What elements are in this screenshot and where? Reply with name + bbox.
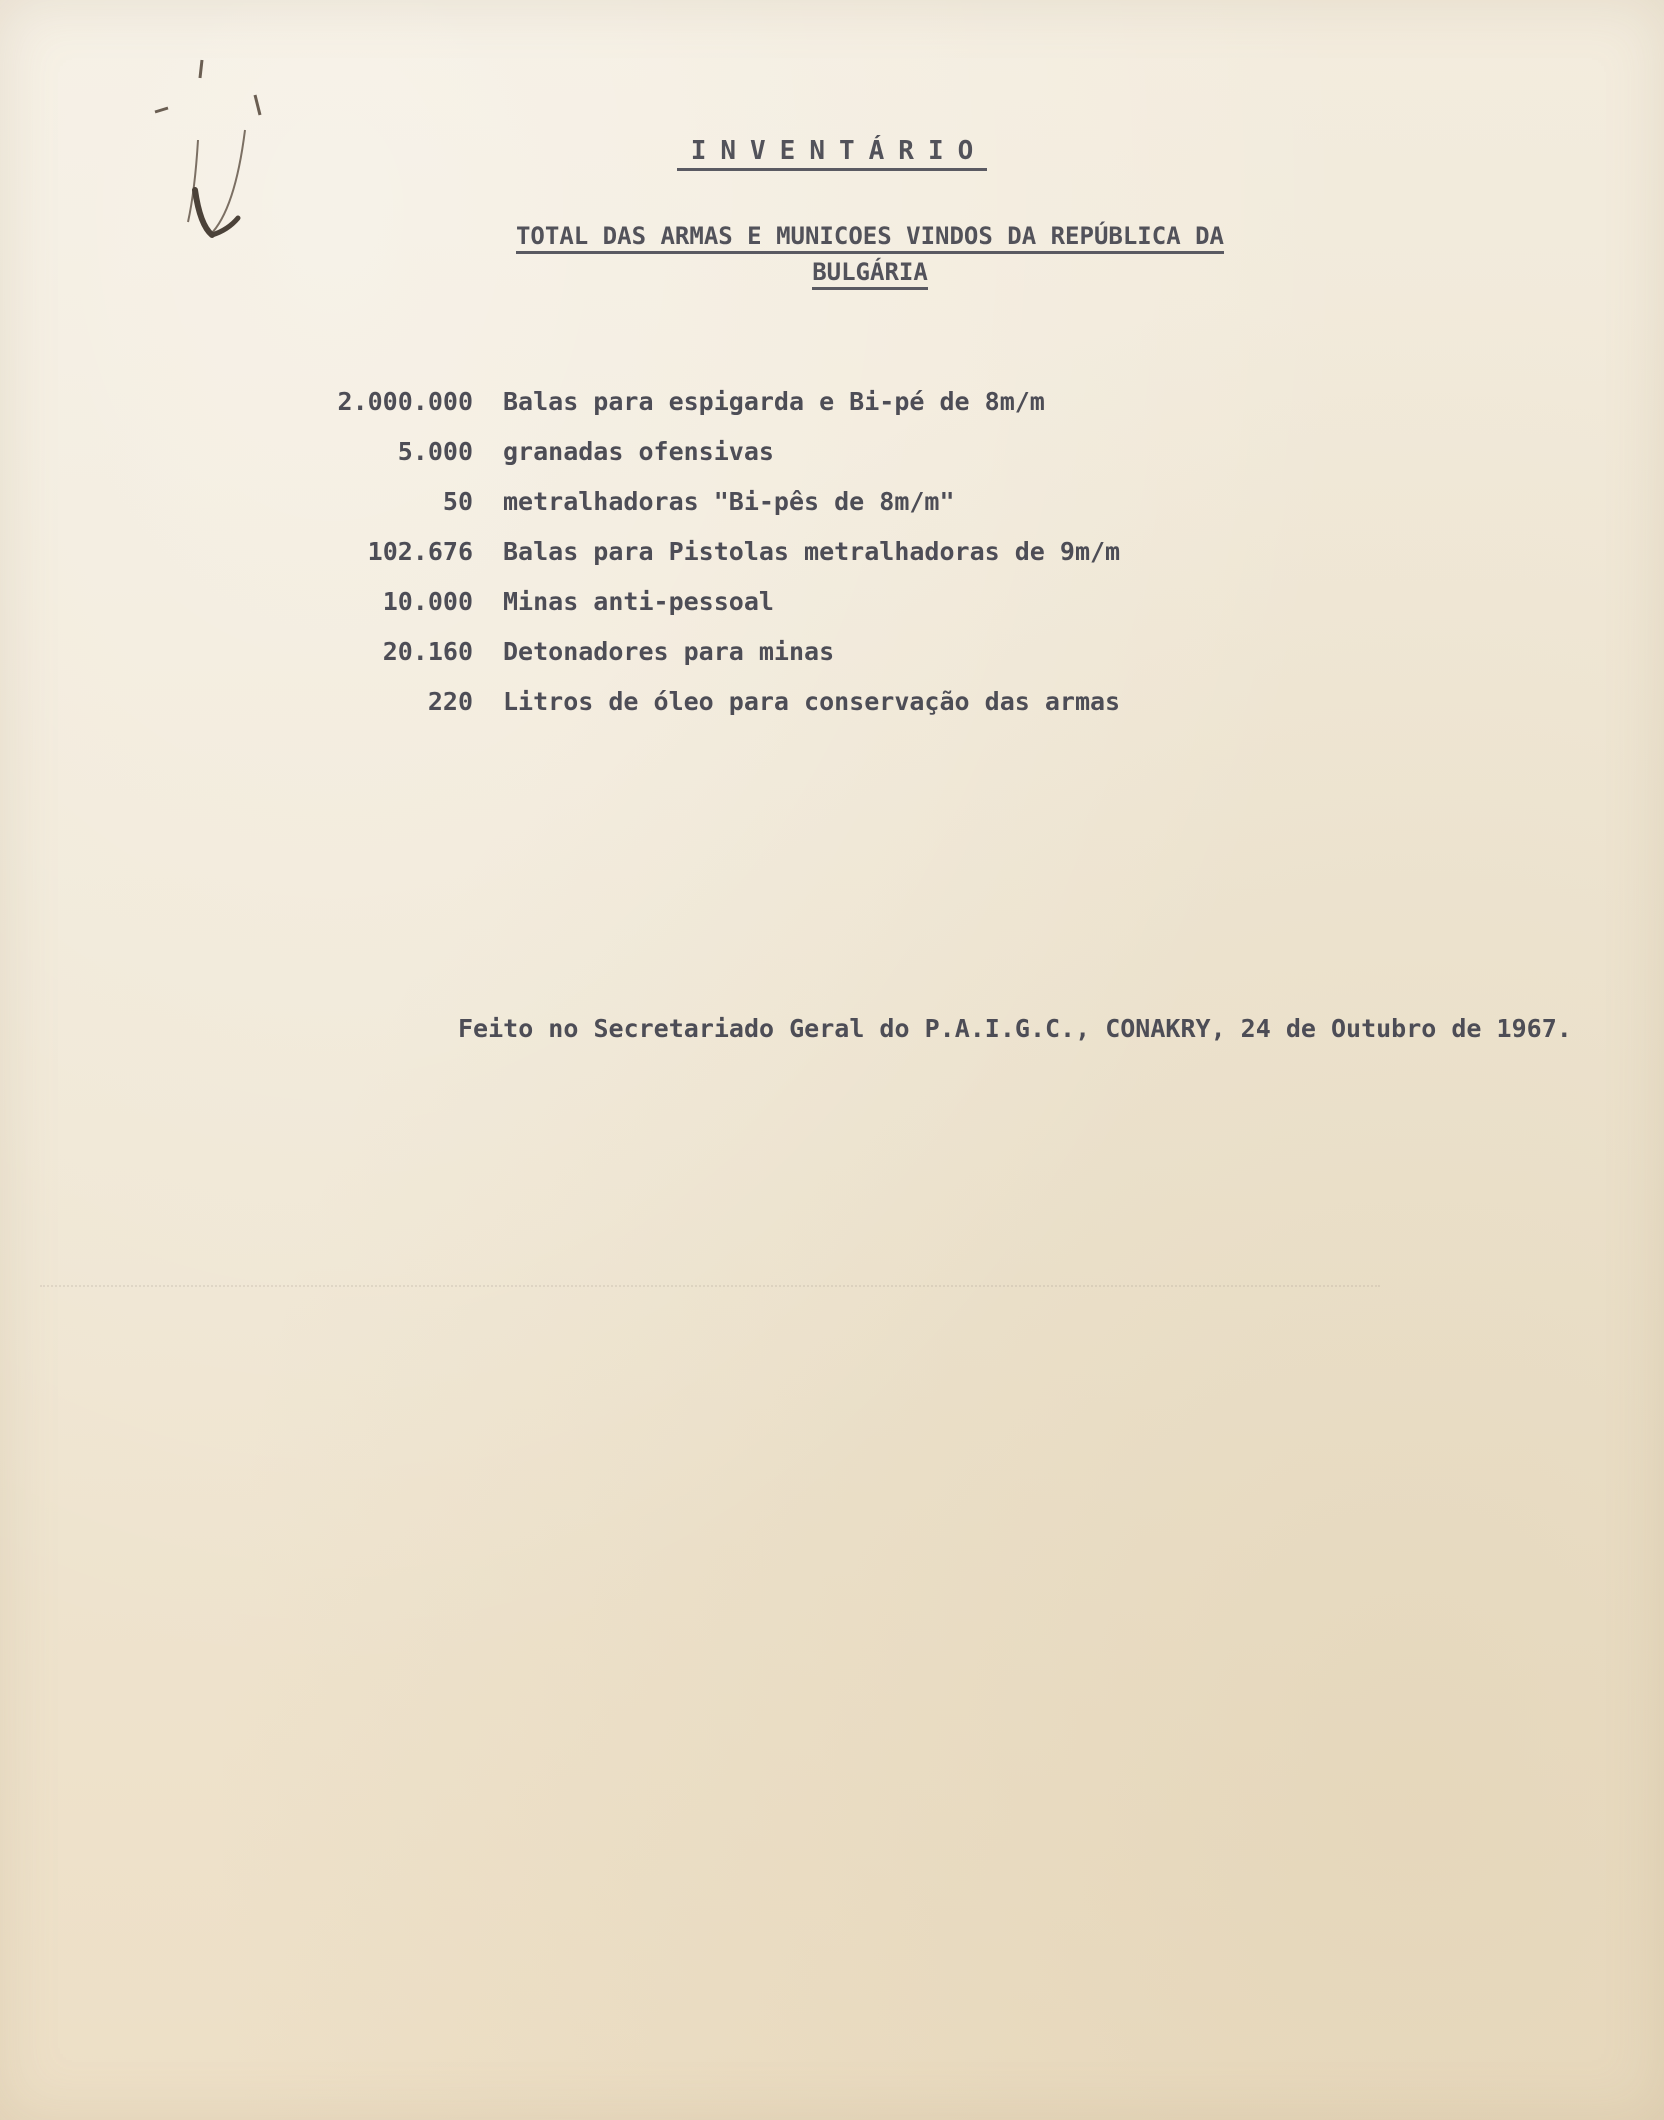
item-description: Detonadores para minas [503, 637, 835, 666]
document-subtitle [470, 218, 1270, 290]
item-description: granadas ofensivas [503, 437, 774, 466]
item-description: Balas para espigarda e Bi-pé de 8m/m [503, 387, 1045, 416]
subtitle-line-2: BULGÁRIA [812, 258, 928, 290]
list-item [300, 687, 1300, 737]
fold-line [40, 1285, 1380, 1287]
list-item [300, 637, 1300, 687]
document-footer: Feito no Secretariado Geral do P.A.I.G.C., CONAKRY, 24 de Outubro de 1967. [458, 1014, 1572, 1043]
item-quantity: 220 [427, 687, 473, 716]
inventory-list [300, 387, 1300, 737]
list-item [300, 487, 1300, 537]
item-quantity: 20.160 [382, 637, 473, 666]
list-item [300, 587, 1300, 637]
item-quantity: 102.676 [367, 537, 473, 566]
item-quantity: 2.000.000 [337, 387, 473, 416]
list-item [300, 437, 1300, 487]
item-description: Litros de óleo para conservação das armas [503, 687, 1121, 716]
list-item [300, 537, 1300, 587]
item-quantity: 5.000 [397, 437, 473, 466]
title-text: INVENTÁRIO [677, 136, 988, 171]
document-title [0, 136, 1664, 171]
item-description: Minas anti-pessoal [503, 587, 774, 616]
item-description: Balas para Pistolas metralhadoras de 9m/m [503, 537, 1121, 566]
subtitle-line-1: TOTAL DAS ARMAS E MUNICOES VINDOS DA REPÚBLICA DA [516, 222, 1224, 254]
item-quantity: 50 [442, 487, 473, 516]
list-item [300, 387, 1300, 437]
item-quantity: 10.000 [382, 587, 473, 616]
item-description: metralhadoras "Bi-pês de 8m/m" [503, 487, 955, 516]
